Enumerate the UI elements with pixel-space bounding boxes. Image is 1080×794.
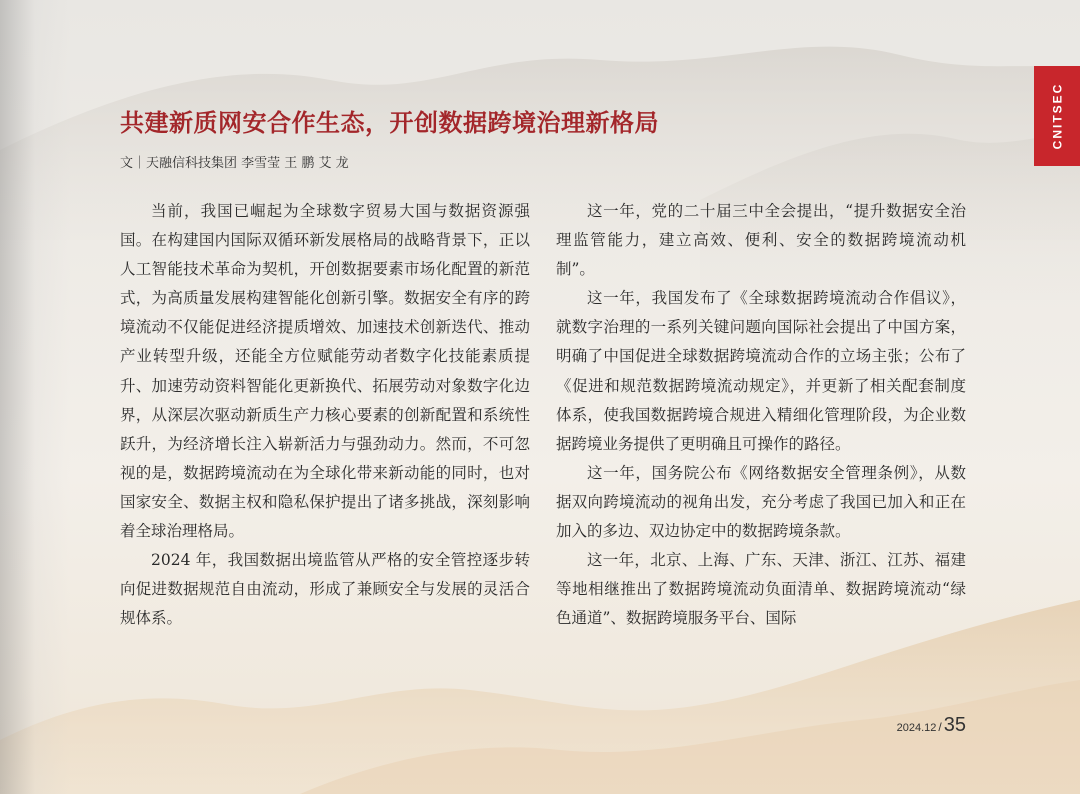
paragraph: 这一年，我国发布了《全球数据跨境流动合作倡议》，就数字治理的一系列关键问题向国际社会提出了中国方案，明确了中国促进全球数据跨境流动合作的立场主张；公布了《促进和规范数据跨境流动规定》，并更新了相关配套制度体系，使我国数据跨境合规进入精细化管理阶段，为企业数据跨境业务提供了更明确且可操作的路径。 (556, 289, 966, 453)
section-tab (1034, 66, 1080, 166)
article-title: 共建新质网安合作生态，开创数据跨境治理新格局 (120, 109, 659, 137)
paragraph: 2024 年，我国数据出境监管从严格的安全管控逐步转向促进数据规范自由流动，形成了兼顾安全与发展的灵活合规体系。 (120, 551, 530, 628)
section-tab-label: CNITSEC (1050, 82, 1065, 150)
page-number: 35 (943, 714, 966, 736)
article-byline: 文｜天融信科技集团 李雪莹 王 鹏 艾 龙 (120, 156, 349, 171)
page-folio (897, 714, 966, 737)
body-column-left (120, 197, 530, 633)
paragraph: 这一年，党的二十届三中全会提出，“提升数据安全治理监管能力，建立高效、便利、安全的数据跨境流动机制”。 (556, 202, 966, 279)
paragraph: 当前，我国已崛起为全球数字贸易大国与数据资源强国。在构建国内国际双循环新发展格局的战略背景下，正以人工智能技术革命为契机，开创数据要素市场化配置的新范式，为高质量发展构建智能化创新引擎。数据安全有序的跨境流动不仅能促进经济提质增效、加速技术创新迭代、推动产业转型升级，还能全方位赋能劳动者数字化技能素质提升、加速劳动资料智能化更新换代、拓展劳动对象数字化边界，从深层次驱动新质生产力核心要素的创新配置和系统性跃升，为经济增长注入崭新活力与强劲动力。然而，不可忽视的是，数据跨境流动在为全球化带来新动能的同时，也对国家安全、数据主权和隐私保护提出了诸多挑战，深刻影响着全球治理格局。 (120, 202, 530, 541)
paragraph: 这一年，北京、上海、广东、天津、浙江、江苏、福建等地相继推出了数据跨境流动负面清单、数据跨境流动“绿色通道”、数据跨境服务平台、国际 (556, 551, 966, 628)
issue-date: 2024.12 (896, 722, 937, 734)
folio-separator: / (938, 720, 942, 734)
page-gutter-shadow (0, 0, 70, 794)
paragraph: 这一年，国务院公布《网络数据安全管理条例》，从数据双向跨境流动的视角出发，充分考虑了我国已加入和正在加入的多边、双边协定中的数据跨境条款。 (556, 463, 966, 541)
body-column-right (556, 197, 966, 633)
